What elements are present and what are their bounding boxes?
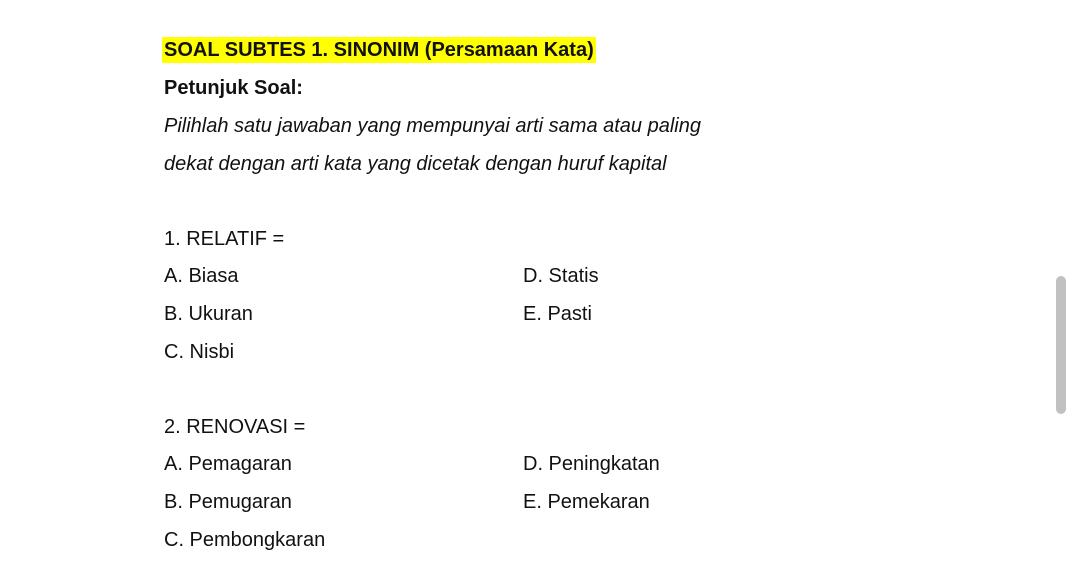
- question-prompt: 1. RELATIF =: [164, 228, 285, 250]
- answer-option-d: D. Peningkatan: [523, 453, 660, 475]
- answer-option-c: C. Pembongkaran: [164, 529, 326, 551]
- instructions-line: Pilihlah satu jawaban yang mempunyai arti sama atau paling: [164, 115, 701, 137]
- answer-option-b: B. Pemugaran: [164, 491, 292, 513]
- answer-option-c: C. Nisbi: [164, 341, 235, 363]
- instructions-line: dekat dengan arti kata yang dicetak dengan huruf kapital: [164, 153, 667, 175]
- section-title: SOAL SUBTES 1. SINONIM (Persamaan Kata): [164, 39, 594, 61]
- answer-option-a: A. Pemagaran: [164, 453, 292, 475]
- answer-option-b: B. Ukuran: [164, 303, 253, 325]
- answer-option-a: A. Biasa: [164, 265, 239, 287]
- answer-option-d: D. Statis: [523, 265, 599, 287]
- scrollbar-thumb[interactable]: [1056, 276, 1066, 414]
- answer-option-e: E. Pasti: [523, 303, 592, 325]
- answer-option-e: E. Pemekaran: [523, 491, 650, 513]
- question-prompt: 2. RENOVASI =: [164, 416, 306, 438]
- instructions-heading: Petunjuk Soal:: [164, 77, 303, 99]
